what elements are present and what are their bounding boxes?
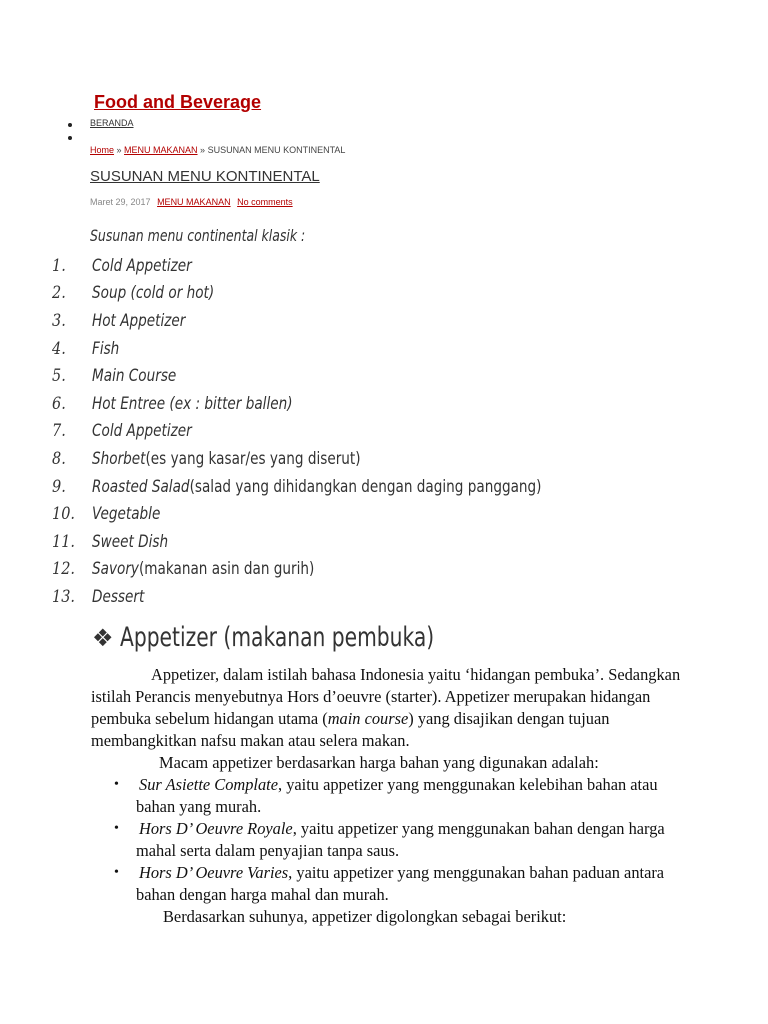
menu-item-name: Hot Entree (ex : bitter ballen)	[92, 393, 293, 414]
menu-heading: Susunan menu continental klasik :	[90, 226, 306, 245]
paragraph-intro-text: Appetizer, dalam istilah bahasa Indonesia yaitu ‘hidangan pembuka’. Sedangkan istilah Perancis menyebutnya Hors d’oeuvre (starter). Appetizer merupakan hidangan pembuka sebelum hidangan utama (	[91, 665, 681, 728]
paragraph-price-types: Macam appetizer berdasarkan harga bahan yang digunakan adalah:	[159, 753, 599, 772]
menu-list-item	[52, 307, 654, 335]
list-item-text: , yaitu appetizer yang menggunakan bahan paduan antara bahan dengan harga mahal dan murah.	[136, 863, 665, 904]
menu-list-number: 9.	[52, 476, 66, 497]
menu-list-number: 11.	[52, 531, 75, 552]
menu-item-name: Shorbet	[92, 448, 146, 469]
menu-list-text	[92, 256, 192, 276]
menu-list-text	[92, 559, 314, 579]
menu-item-name: Cold Appetizer	[92, 255, 192, 276]
menu-item-name: Soup (cold or hot)	[92, 283, 215, 304]
appetizer-types-list	[91, 774, 691, 906]
paragraph-temperature: Berdasarkan suhunya, appetizer digolongkan sebagai berikut:	[163, 907, 567, 926]
menu-list-text	[92, 366, 176, 386]
menu-list-item	[52, 445, 654, 473]
menu-item-name: Sweet Dish	[92, 531, 169, 552]
breadcrumb	[90, 145, 345, 155]
menu-item-note: (es yang kasar/es yang diserut)	[145, 448, 361, 469]
menu-list-text	[92, 504, 160, 524]
menu-list-item	[52, 390, 654, 418]
menu-list-number: 6.	[52, 393, 66, 414]
menu-list-number: 8.	[52, 448, 66, 469]
breadcrumb-separator: »	[197, 145, 208, 155]
list-item	[91, 862, 691, 906]
menu-list-item	[52, 556, 654, 584]
menu-list-number: 13.	[52, 586, 75, 607]
menu-list-text	[92, 477, 541, 497]
menu-item-name: Savory	[92, 559, 139, 580]
post-meta	[90, 197, 293, 207]
menu-list-item	[52, 528, 654, 556]
menu-list-item	[52, 252, 654, 280]
post-title[interactable]: SUSUNAN MENU KONTINENTAL	[90, 168, 320, 185]
paragraph-intro	[91, 664, 691, 752]
menu-list-item	[52, 583, 654, 611]
menu-item-name: Hot Appetizer	[92, 310, 186, 331]
paragraph-intro-end: ) yang disajikan dengan tujuan membangkitkan nafsu makan atau selera makan.	[91, 709, 610, 750]
menu-item-name: Main Course	[92, 366, 177, 387]
menu-list-number: 7.	[52, 421, 66, 442]
list-item-term: Sur Asiette Complate	[139, 775, 279, 794]
menu-list-item	[52, 500, 654, 528]
menu-list-item	[52, 335, 654, 363]
list-item-term: Hors D’ Oeuvre Royale	[139, 819, 293, 838]
post-comments-link[interactable]: No comments	[237, 197, 293, 207]
menu-item-name: Cold Appetizer	[92, 421, 192, 442]
menu-item-name: Dessert	[92, 586, 145, 607]
breadcrumb-home-link[interactable]: Home	[90, 145, 115, 155]
menu-list-item	[52, 280, 654, 308]
list-item-text: , yaitu appetizer yang menggunakan bahan dengan harga mahal serta dalam penyajian tanpa saus.	[136, 819, 665, 860]
menu-list-text	[92, 339, 119, 359]
menu-item-note: (makanan asin dan gurih)	[138, 559, 315, 580]
menu-list-number: 12.	[52, 559, 75, 580]
nav-link-beranda[interactable]: BERANDA	[90, 118, 134, 128]
site-title[interactable]: Food and Beverage	[94, 92, 262, 112]
menu-item-name: Roasted Salad	[92, 476, 190, 497]
nav-item-beranda[interactable]	[68, 118, 134, 131]
post-category-link[interactable]: MENU MAKANAN	[157, 197, 231, 207]
menu-list	[52, 252, 654, 611]
breadcrumb-category-link[interactable]: MENU MAKANAN	[124, 145, 198, 155]
menu-list-text	[92, 449, 361, 469]
breadcrumb-current: SUSUNAN MENU KONTINENTAL	[207, 145, 346, 155]
post-date: Maret 29, 2017	[90, 197, 151, 207]
menu-list-item	[52, 418, 654, 446]
menu-list-item	[52, 362, 654, 390]
section-heading	[92, 622, 538, 653]
article-body	[91, 664, 691, 928]
list-item-text: , yaitu appetizer yang menggunakan kelebihan bahan atau bahan yang murah.	[136, 775, 658, 816]
menu-item-name: Fish	[92, 338, 120, 359]
menu-list-number: 1.	[52, 255, 66, 276]
menu-item-note: (salad yang dihidangkan dengan daging panggang)	[189, 476, 542, 497]
diamond-bullet-icon: ❖	[92, 623, 114, 652]
breadcrumb-separator: »	[114, 145, 125, 155]
list-item	[91, 774, 691, 818]
list-item	[91, 818, 691, 862]
paragraph-intro-emphasis: main course	[327, 709, 409, 728]
nav-item-empty	[68, 131, 134, 144]
menu-list-text	[92, 532, 168, 552]
menu-list-text	[92, 283, 214, 303]
list-item-term: Hors D’ Oeuvre Varies	[139, 863, 289, 882]
menu-list-number: 5.	[52, 366, 66, 387]
menu-list-number: 2.	[52, 283, 66, 304]
menu-list-number: 3.	[52, 310, 66, 331]
nav-menu	[68, 118, 134, 144]
menu-list-text	[92, 587, 144, 607]
menu-list-number: 4.	[52, 338, 66, 359]
menu-list-text	[92, 421, 192, 441]
menu-list-number: 10.	[52, 504, 75, 525]
menu-list-text	[92, 311, 185, 331]
section-heading-text: Appetizer (makanan pembuka)	[119, 622, 434, 653]
menu-list-text	[92, 394, 293, 414]
menu-item-name: Vegetable	[92, 504, 161, 525]
menu-list-item	[52, 473, 654, 501]
